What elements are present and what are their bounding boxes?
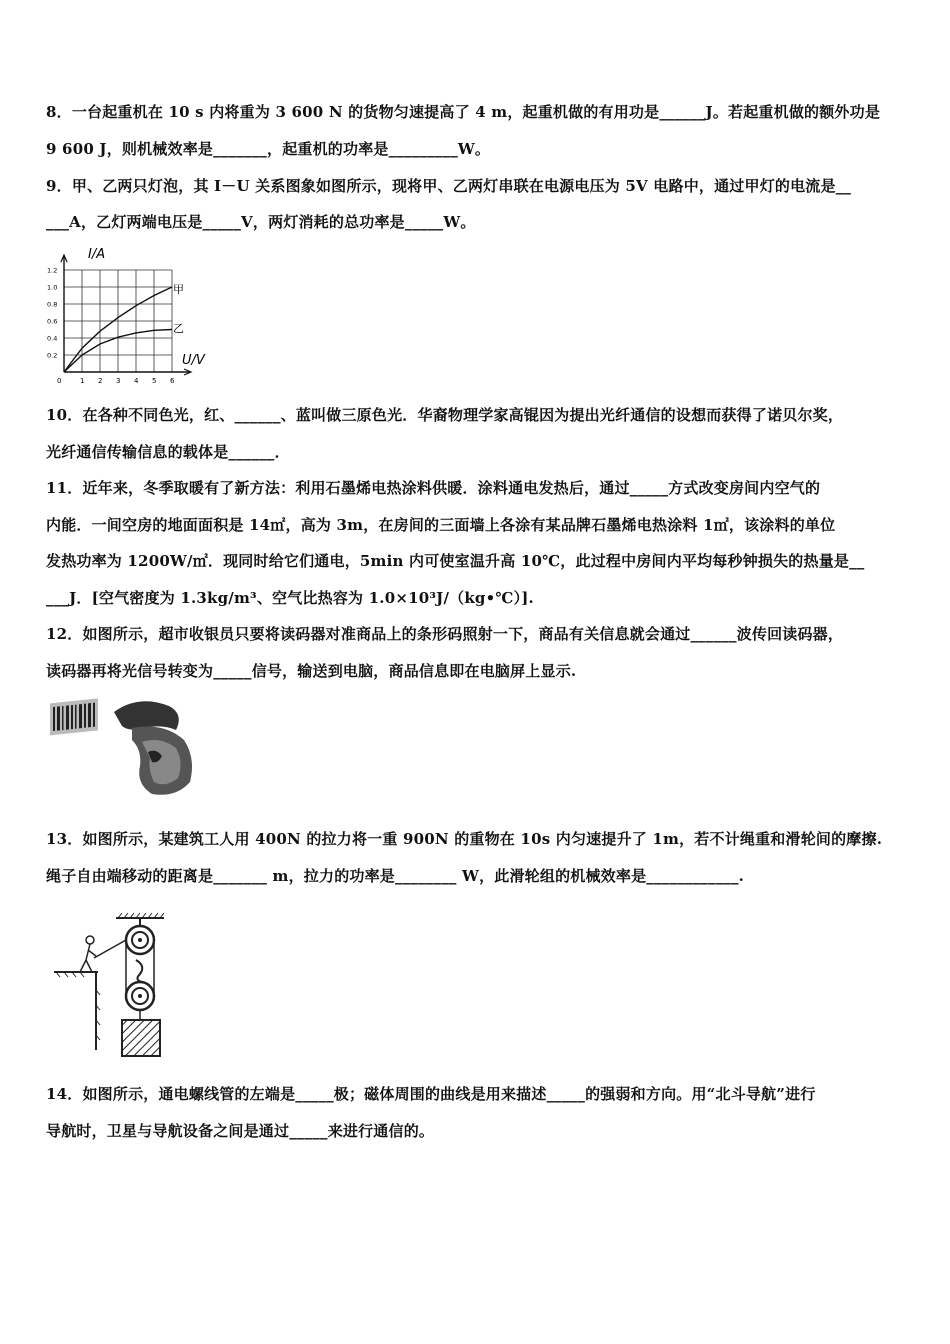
q11-line1: 11．近年来，冬季取暖有了新方法：利用石墨烯电热涂料供暖．涂料通电发热后，通过_____方式改变房间内空气的 — [46, 479, 821, 497]
y-tick-label: 0.8 — [47, 300, 58, 309]
q14-line1: 14．如图所示，通电螺线管的左端是_____极；磁体周围的曲线是用来描述_____的强弱和方向。用“北斗导航”进行 — [46, 1085, 816, 1103]
q13-line1: 13．如图所示，某建筑工人用 400N 的拉力将一重 900N 的重物在 10s 内匀速提升了 1m，若不计绳重和滑轮间的摩擦. — [46, 830, 883, 848]
pulley-figure — [50, 910, 180, 1062]
q13-line2: 绳子自由端移动的距离是_______ m，拉力的功率是________ W，此滑轮组的机械效率是____________. — [46, 867, 745, 885]
x-tick-label: 4 — [134, 377, 139, 385]
y-tick-label: 1.0 — [47, 283, 58, 292]
q10-line1: 10．在各种不同色光，红、______、蓝叫做三原色光．华裔物理学家高锟因为提出光纤通信的设想而获得了诺贝尔奖， — [46, 406, 844, 424]
x-tick-label: 2 — [98, 377, 103, 385]
x-tick-label: 0 — [57, 377, 62, 385]
q8-line1: 8．一台起重机在 10 s 内将重为 3 600 N 的货物匀速提高了 4 m，起重机做的有用功是______J。若起重机做的额外功是 — [46, 103, 881, 121]
chart-xlabel: U/V — [182, 353, 205, 368]
series-label-yi: 乙 — [173, 322, 184, 335]
ceiling-support — [116, 913, 164, 926]
iu-chart — [40, 240, 215, 385]
movable-pulley-icon — [126, 960, 154, 1010]
q11-line2: 内能．一间空房的地面面积是 14㎡，高为 3m，在房间的三面墙上各涂有某品牌石墨烯电热涂料 1㎡，该涂料的单位 — [46, 516, 836, 534]
y-tick-label: 1.2 — [47, 266, 58, 275]
q8-line2: 9 600 J，则机械效率是_______，起重机的功率是_________W。 — [46, 140, 491, 158]
q11-line3: 发热功率为 1200W/㎡．现同时给它们通电，5min 内可使室温升高 10℃，此过程中房间内平均每秒钟损失的热量是__ — [46, 552, 865, 570]
y-tick-label: 0.6 — [47, 317, 58, 326]
q10-line2: 光纤通信传输信息的载体是______． — [46, 443, 290, 461]
fixed-pulley-icon — [126, 926, 154, 954]
x-tick-label: 1 — [80, 377, 85, 385]
scanner-hand-icon — [114, 701, 192, 795]
chart-ylabel: I/A — [88, 247, 106, 262]
worker-icon — [80, 936, 96, 972]
barcode-icon — [50, 698, 98, 735]
weight-block — [122, 1020, 160, 1056]
x-tick-label: 5 — [152, 377, 157, 385]
q9-line1: 9．甲、乙两只灯泡，其 I－U 关系图象如图所示，现将甲、乙两灯串联在电源电压为 5V 电路中，通过甲灯的电流是__ — [46, 177, 852, 195]
series-label-jia: 甲 — [173, 283, 184, 296]
q14-line2: 导航时，卫星与导航设备之间是通过_____来进行通信的。 — [46, 1122, 435, 1140]
q9-line2: ___A，乙灯两端电压是_____V，两灯消耗的总功率是_____W。 — [46, 213, 476, 231]
q12-line2: 读码器再将光信号转变为_____信号，输送到电脑，商品信息即在电脑屏上显示. — [46, 662, 577, 680]
q12-line1: 12．如图所示，超市收银员只要将读码器对准商品上的条形码照射一下，商品有关信息就会通过______波传回读码器， — [46, 625, 844, 643]
y-tick-label: 0.4 — [47, 334, 58, 343]
platform — [54, 972, 100, 1050]
q11-line4: ___J．[空气密度为 1.3kg/m³、空气比热容为 1.0×10³J/（kg•℃）]. — [46, 589, 534, 607]
x-tick-label: 6 — [170, 377, 175, 385]
x-tick-label: 3 — [116, 377, 121, 385]
barcode-scanner-figure — [44, 692, 204, 800]
y-tick-label: 0.2 — [47, 351, 58, 360]
